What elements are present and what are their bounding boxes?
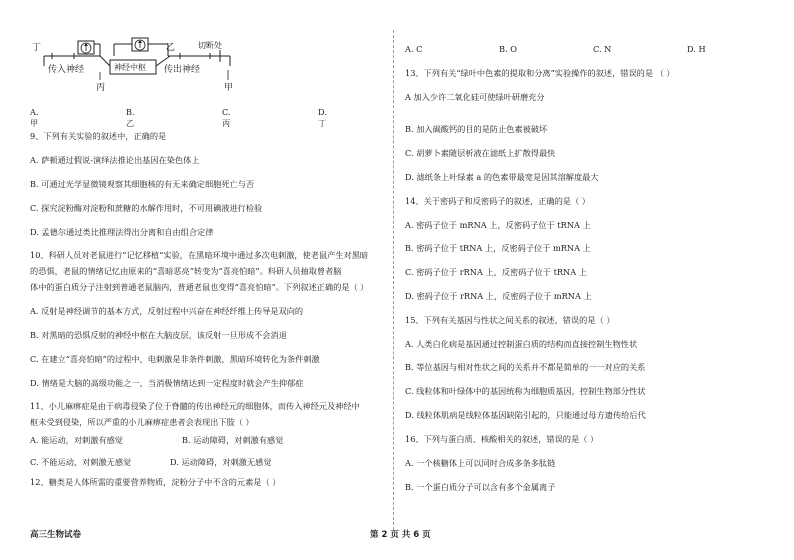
q11-options-row-1 (30, 435, 370, 447)
label-ding: 丁 (32, 43, 42, 53)
q16-option-a[interactable]: A. 一个核糖体上可以同时合成多条多肽链 (405, 458, 556, 468)
q16-stem: 16、下列与蛋白质、核酸相关的叙述，错误的是（ ） (405, 434, 599, 444)
q15-stem: 15、下列有关基因与性状之间关系的叙述，错误的是（ ） (405, 315, 615, 325)
q16-option-b[interactable]: B. 一个蛋白质分子可以含有多个金属离子 (405, 482, 556, 492)
label-afferent: 传入神经 (48, 65, 85, 75)
q9-option-c[interactable]: C. 探究淀粉酶对淀粉和蔗糖的水解作用时，不可用碘液进行检验 (30, 203, 263, 213)
footer-exam-name: 高三生物试卷 (30, 530, 82, 540)
q9-option-b[interactable]: B. 可通过光学显微镜观察其细胞核的有无来确定细胞死亡与否 (30, 179, 255, 189)
q10-option-c[interactable]: C. 在建立“喜亮怕暗”的过程中，电刺激是非条件刺激，黑暗环境转化为条件刺激 (30, 354, 320, 364)
label-bing: 丙 (96, 83, 106, 93)
q13-option-b[interactable]: B. 加入碳酸钙的目的是防止色素被破坏 (405, 124, 548, 134)
column-divider (393, 30, 394, 530)
q14-option-b[interactable]: B. 密码子位于 tRNA 上，反密码子位于 mRNA 上 (405, 243, 591, 253)
q11-option-d[interactable]: D. 运动障碍，对刺激无感觉 (170, 457, 272, 467)
q11-option-c[interactable]: C. 不能运动，对刺激无感觉 (30, 457, 132, 467)
q8-option-b[interactable]: B. 乙 (126, 107, 135, 128)
q15-option-a[interactable]: A. 人类白化病是基因通过控制蛋白质的结构而直接控制生物性状 (405, 339, 638, 349)
label-cut: 切断处 (198, 41, 222, 50)
reflex-arc-diagram (30, 36, 260, 98)
q12-option-d[interactable]: D. H (687, 44, 706, 54)
q11-option-b[interactable]: B. 运动障碍，对刺激有感觉 (182, 435, 284, 445)
q13-option-d[interactable]: D. 滤纸条上叶绿素 a 的色素带最宽是因其溶解度最大 (405, 172, 599, 182)
label-center: 神经中枢 (114, 63, 146, 72)
q10-option-a[interactable]: A. 反射是神经调节的基本方式，反射过程中兴奋在神经纤维上传导是双向的 (30, 306, 304, 316)
q11-stem-line-2: 枢未受到侵染，所以严重的小儿麻痹症患者会表现出下肢（ ） (30, 417, 254, 427)
q10-option-d[interactable]: D. 情绪是大脑的高级功能之一，当消极情绪达到一定程度时就会产生抑郁症 (30, 378, 304, 388)
q13-stem: 13、下列有关“绿叶中色素的提取和分离”实验操作的叙述，错误的是 （ ） (405, 68, 675, 78)
q9-stem: 9、下列有关实验的叙述中，正确的是 (30, 131, 167, 141)
q8-option-c[interactable]: C. 丙 (222, 107, 231, 128)
q10-stem-line-3: 体中的蛋白质分子注射到普通老鼠脑内，普通老鼠也变得“喜亮怕暗”。下列叙述正确的是（ ） (30, 282, 369, 292)
label-jia: 甲 (224, 83, 234, 93)
q15-option-b[interactable]: B. 等位基因与相对性状之间的关系并不都是简单的一一对应的关系 (405, 362, 646, 372)
q13-option-a[interactable]: A 加入少许二氧化硅可使绿叶研磨充分 (405, 92, 545, 102)
q10-option-b[interactable]: B. 对黑暗的恐惧反射的神经中枢在大脑皮层，该反射一旦形成不会消退 (30, 330, 287, 340)
q15-option-c[interactable]: C. 线粒体和叶绿体中的基因统称为细胞质基因，控制生物部分性状 (405, 386, 646, 396)
q14-option-d[interactable]: D. 密码子位于 rRNA 上，反密码子位于 mRNA 上 (405, 291, 592, 301)
q11-options-row-2 (30, 457, 370, 469)
q10-stem-line-1: 10、科研人员对老鼠进行“记忆移植”实验，在黑暗环境中通过多次电刺激，使老鼠产生对黑暗 (30, 250, 369, 260)
q14-stem: 14、关于密码子和反密码子的叙述，正确的是（ ） (405, 196, 590, 206)
label-efferent: 传出神经 (164, 65, 201, 75)
q11-option-a[interactable]: A. 能运动，对刺激有感觉 (30, 435, 123, 445)
q15-option-d[interactable]: D. 线粒体肌病是线粒体基因缺陷引起的，只能通过母方遗传给后代 (405, 410, 646, 420)
q10-stem-line-2: 的恐惧，老鼠的情绪记忆由原来的“喜暗恶亮”转变为“喜亮怕暗”。科研人员抽取曾者脑 (30, 266, 342, 276)
q14-option-c[interactable]: C. 密码子位于 rRNA 上，反密码子位于 tRNA 上 (405, 267, 587, 277)
q8-option-d[interactable]: D. 丁 (318, 107, 327, 128)
footer-page-number: 第 2 页 共 6 页 (370, 530, 431, 540)
q12-options (405, 44, 775, 56)
q12-option-b[interactable]: B. O (499, 44, 517, 54)
q8-option-a[interactable]: A. 甲 (30, 107, 39, 128)
q12-stem: 12、糖类是人体所需的重要营养物质，淀粉分子中不含的元素是（ ） (30, 477, 281, 487)
q14-option-a[interactable]: A. 密码子位于 mRNA 上，反密码子位于 tRNA 上 (405, 220, 591, 230)
q9-option-d[interactable]: D. 孟德尔通过类比推理法得出分离和自由组合定律 (30, 227, 214, 237)
q11-stem-line-1: 11、小儿麻痹症是由于病毒侵染了位于脊髓的传出神经元的细胞体，而传入神经元及神经中 (30, 401, 360, 411)
q9-option-a[interactable]: A. 萨顿通过假说-演绎法推论出基因在染色体上 (30, 155, 200, 165)
label-yi: 乙 (166, 43, 176, 53)
q12-option-c[interactable]: C. N (593, 44, 612, 54)
q13-option-c[interactable]: C. 胡萝卜素随层析液在滤纸上扩散得最快 (405, 148, 556, 158)
q12-option-a[interactable]: A. C (405, 44, 423, 54)
